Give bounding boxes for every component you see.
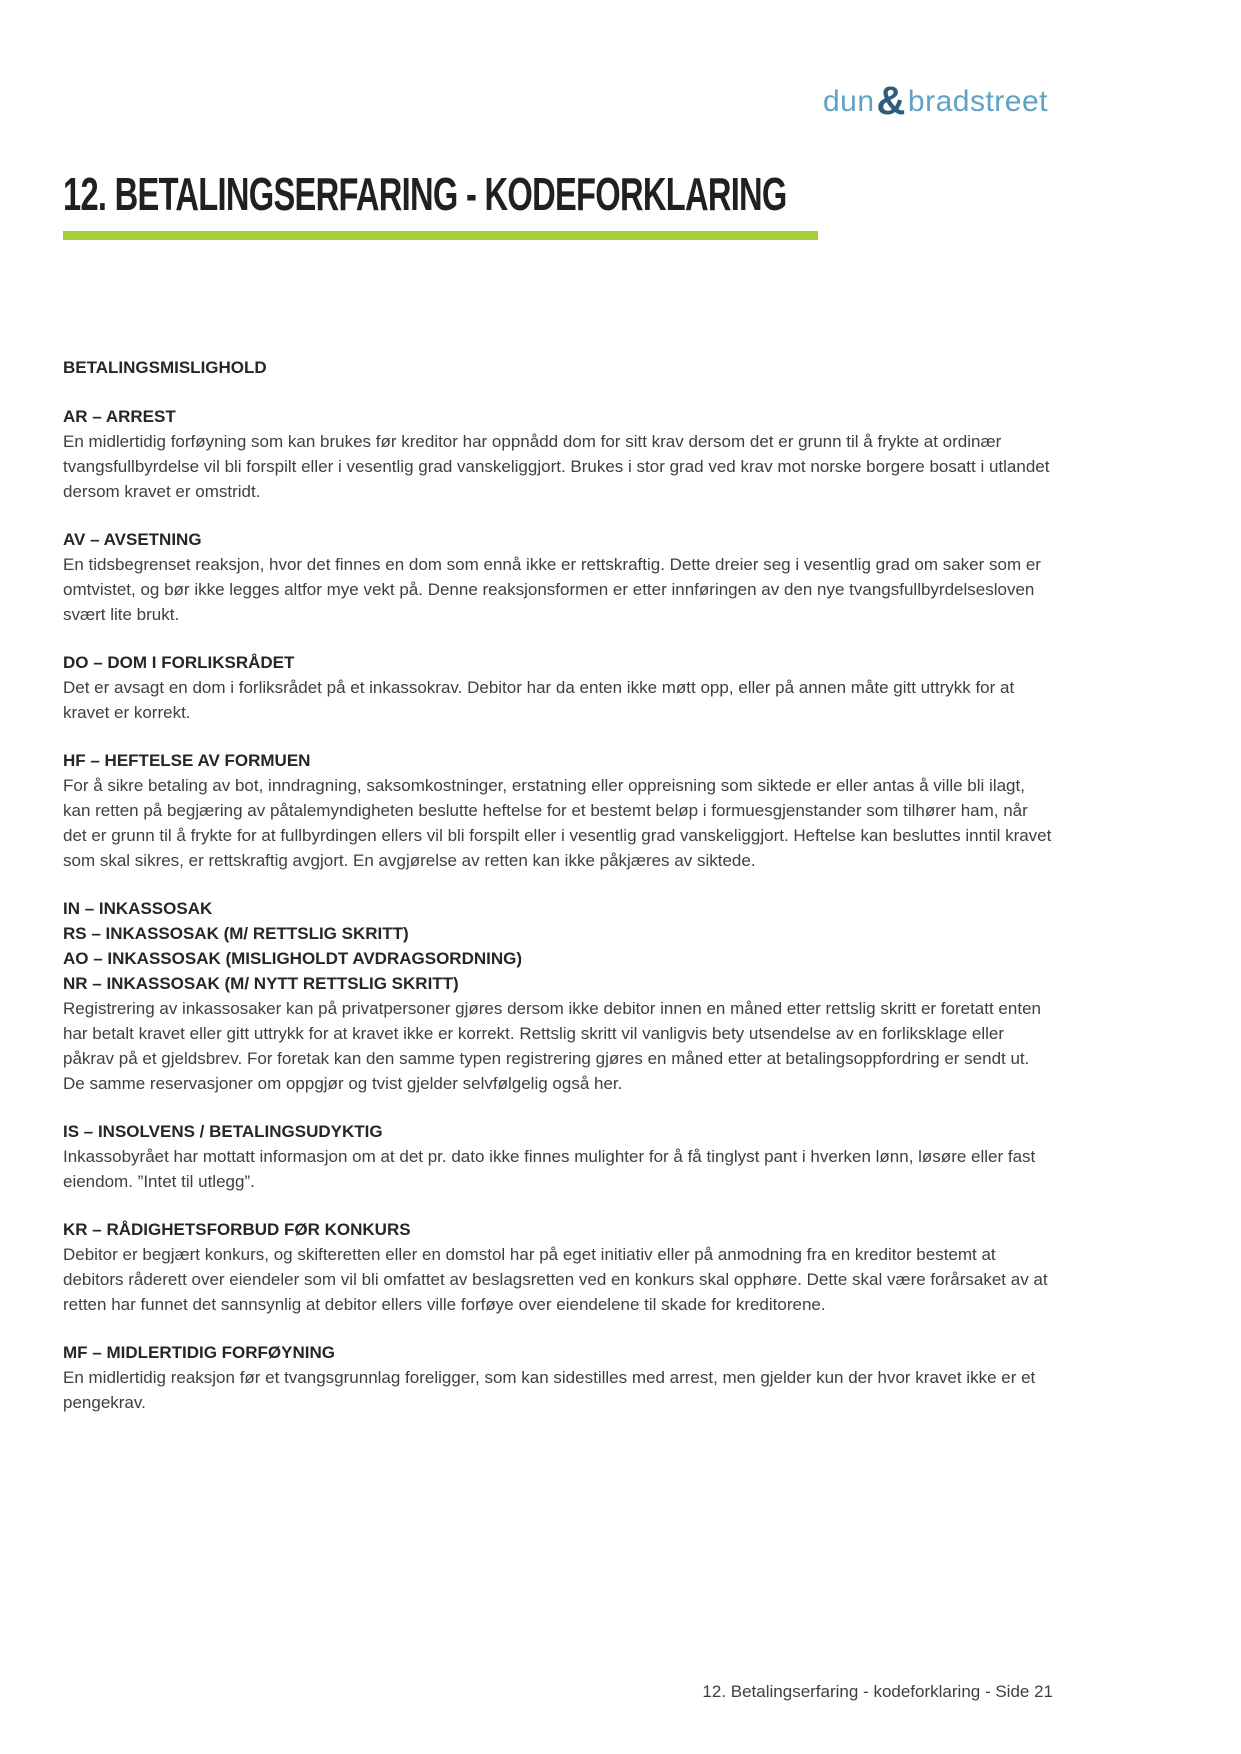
code-description: Registrering av inkassosaker kan på privatpersoner gjøres dersom ikke debitor innen en måned etter rettslig skritt er foretatt enten har betalt kravet eller gitt uttrykk for at kravet ikke er korrekt. Rettslig skritt vil vanligvis bety utsendelse av en forliksklage eller påkrav på et gjeldsbrev. For foretak kan den samme typen registrering gjøres en måned etter at betalingsoppfordring er sendt ut. De samme reservasjoner om oppgjør og tvist gjelder selvfølgelig også her. — [63, 999, 1041, 1093]
code-description: Inkassobyrået har mottatt informasjon om at det pr. dato ikke finnes mulighter for å få tinglyst pant i hverken lønn, løsøre eller fast eiendom. ”Intet til utlegg”. — [63, 1147, 1036, 1191]
accent-rule — [63, 231, 818, 240]
code-description: For å sikre betaling av bot, inndragning, saksomkostninger, erstatning eller oppreisning som siktede er eller antas å ville bli ilagt, kan retten på begjæring av påtalemyndigheten beslutte heftelse for et bestemt beløp i formuesgjenstander som tilhører ham, når det er grunn til å frykte for at fullbyrdingen ellers vil bli forspilt eller i vesentlig grad vanskeliggjort. Heftelse kan besluttes inntil kravet som skal sikres, er rettskraftig avgjort. En avgjørelse av retten kan ikke påkjæres av siktede. — [63, 776, 1052, 870]
code-description: En midlertidig reaksjon før et tvangsgrunnlag foreligger, som kan sidestilles med arrest, men gjelder kun der hvor kravet ikke er et pengekrav. — [63, 1368, 1036, 1412]
code-heading: DO – DOM I FORLIKSRÅDET — [63, 653, 295, 672]
code-heading: IN – INKASSOSAK — [63, 899, 213, 918]
ampersand-icon: & — [876, 79, 906, 123]
logo-text-bradstreet: bradstreet — [907, 85, 1048, 118]
code-entry-av — [63, 527, 1055, 627]
code-heading: AV – AVSETNING — [63, 530, 202, 549]
code-heading: HF – HEFTELSE AV FORMUEN — [63, 751, 311, 770]
code-entry-mf — [63, 1340, 1055, 1415]
code-heading: RS – INKASSOSAK (M/ RETTSLIG SKRITT) — [63, 924, 409, 943]
code-heading: IS – INSOLVENS / BETALINGSUDYKTIG — [63, 1122, 383, 1141]
code-description: Det er avsagt en dom i forliksrådet på et inkassokrav. Debitor har da enten ikke møtt opp, eller på annen måte gitt uttrykk for at kravet er korrekt. — [63, 678, 1015, 722]
page-title: 12. BETALINGSERFARING - KODEFORKLARING — [63, 168, 787, 220]
document-body — [63, 355, 1055, 1438]
code-entry-do — [63, 650, 1055, 725]
page-footer: 12. Betalingserfaring - kodeforklaring - Side 21 — [702, 1682, 1053, 1701]
code-entry-ar — [63, 404, 1055, 504]
code-heading: AO – INKASSOSAK (MISLIGHOLDT AVDRAGSORDNING) — [63, 949, 523, 968]
code-heading: AR – ARREST — [63, 407, 176, 426]
code-description: En midlertidig forføyning som kan brukes før kreditor har oppnådd dom for sitt krav dersom det er grunn til å frykte at ordinær tvangsfullbyrdelse vil bli forspilt eller i vesentlig grad vanskeliggjort. Brukes i stor grad ved krav mot norske borgere bosatt i utlandet dersom kravet er omstridt. — [63, 432, 1050, 501]
section-header: BETALINGSMISLIGHOLD — [63, 358, 267, 377]
code-entry-inkasso — [63, 896, 1055, 1096]
code-entry-hf — [63, 748, 1055, 873]
logo-text-dun: dun — [822, 85, 875, 118]
code-heading: KR – RÅDIGHETSFORBUD FØR KONKURS — [63, 1220, 411, 1239]
dun-bradstreet-logo — [822, 79, 1048, 123]
code-entry-is — [63, 1119, 1055, 1194]
code-entry-kr — [63, 1217, 1055, 1317]
code-description: En tidsbegrenset reaksjon, hvor det finnes en dom som ennå ikke er rettskraftig. Dette dreier seg i vesentlig grad om saker som er omtvistet, og bør ikke legges altfor mye vekt på. Denne reaksjonsformen er etter innføringen av den nye tvangsfullbyrdelsesloven svært lite brukt. — [63, 555, 1041, 624]
code-heading: MF – MIDLERTIDIG FORFØYNING — [63, 1343, 335, 1362]
code-heading: NR – INKASSOSAK (M/ NYTT RETTSLIG SKRITT) — [63, 974, 459, 993]
code-description: Debitor er begjært konkurs, og skifteretten eller en domstol har på eget initiativ eller på anmodning fra en kreditor bestemt at debitors råderett over eiendeler som vil bli omfattet av beslagsretten ved en konkurs skal opphøre. Dette skal være forårsaket av at retten har funnet det sannsynlig at debitor ellers ville forføye over eiendelene til skade for kreditorene. — [63, 1245, 1048, 1314]
